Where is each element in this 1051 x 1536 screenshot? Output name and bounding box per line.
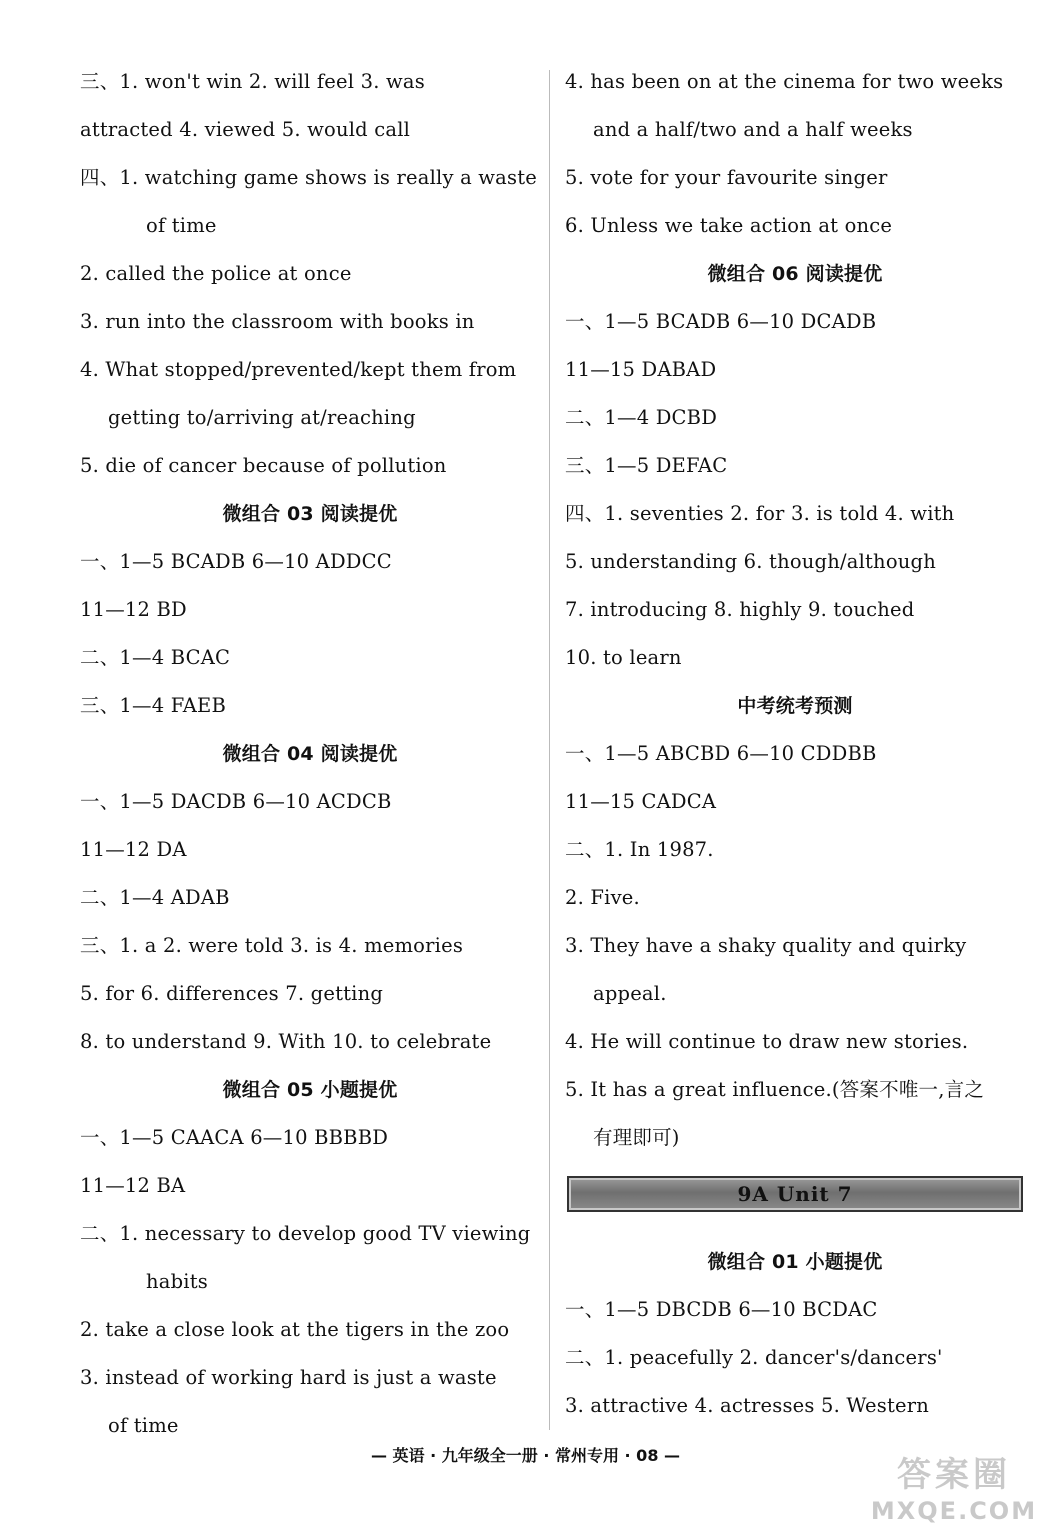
answer-line: 二、1. peacefully 2. dancer's/dancers' xyxy=(565,1346,943,1369)
section-heading: 微组合 05 小题提优 xyxy=(222,1079,398,1101)
answer-line: 3. run into the classroom with books in xyxy=(80,310,475,333)
answer-line: 3. attractive 4. actresses 5. Western xyxy=(565,1394,930,1417)
page-footer: — 英语 · 九年级全一册 · 常州专用 · 08 — xyxy=(370,1446,681,1465)
answer-line: 5. vote for your favourite singer xyxy=(565,166,888,189)
answer-line: 一、1—5 DBCDB 6—10 BCDAC xyxy=(565,1298,878,1321)
answer-line: 有理即可) xyxy=(593,1126,680,1149)
section-heading: 微组合 06 阅读提优 xyxy=(707,263,883,285)
answer-line: 三、1. a 2. were told 3. is 4. memories xyxy=(80,934,464,957)
unit-header-bar xyxy=(565,1176,1025,1212)
answer-line: 8. to understand 9. With 10. to celebrate xyxy=(80,1030,492,1053)
section-heading: 微组合 01 小题提优 xyxy=(707,1251,883,1273)
answer-line: 11—12 BA xyxy=(80,1174,186,1197)
answer-line: 二、1—4 BCAC xyxy=(80,646,231,669)
answer-line: 5. It has a great influence.(答案不唯一,言之 xyxy=(565,1078,985,1101)
answer-line: 三、1—4 FAEB xyxy=(80,694,226,717)
answer-line: 5. die of cancer because of pollution xyxy=(80,454,447,477)
answer-line: 11—12 BD xyxy=(80,598,187,621)
answer-line: 三、1—5 DEFAC xyxy=(565,454,728,477)
answer-line: and a half/two and a half weeks xyxy=(593,118,913,141)
answer-line: 11—12 DA xyxy=(80,838,187,861)
answer-line: 11—15 CADCA xyxy=(565,790,717,813)
watermark-logo xyxy=(869,1454,1039,1530)
answer-line: 2. called the police at once xyxy=(80,262,352,285)
answer-line: 5. understanding 6. though/although xyxy=(565,550,936,573)
section-heading: 微组合 04 阅读提优 xyxy=(222,743,398,765)
section-heading: 中考统考预测 xyxy=(737,695,853,717)
answer-line: 7. introducing 8. highly 9. touched xyxy=(565,598,915,621)
answer-line: 4. What stopped/prevented/kept them from xyxy=(80,358,517,381)
answer-line: 三、1. won't win 2. will feel 3. was xyxy=(80,70,425,93)
section-heading: 微组合 03 阅读提优 xyxy=(222,503,398,525)
left-column xyxy=(80,58,540,1450)
answer-line: 3. instead of working hard is just a waste xyxy=(80,1366,497,1389)
column-divider xyxy=(549,70,550,1430)
answer-line: 6. Unless we take action at once xyxy=(565,214,893,237)
answer-line: 二、1. In 1987. xyxy=(565,838,714,861)
answer-line: 4. He will continue to draw new stories. xyxy=(565,1030,969,1053)
answer-line: 11—15 DABAD xyxy=(565,358,717,381)
answer-line: 一、1—5 BCADB 6—10 ADDCC xyxy=(80,550,392,573)
answer-line: 二、1—4 ADAB xyxy=(80,886,230,909)
answer-line: 一、1—5 DACDB 6—10 ACDCB xyxy=(80,790,392,813)
watermark-url: MXQE.COM xyxy=(870,1497,1038,1525)
answer-line: of time xyxy=(108,1414,179,1437)
answer-line: 一、1—5 BCADB 6—10 DCADB xyxy=(565,310,877,333)
answer-line: appeal. xyxy=(593,982,667,1005)
answer-line: 四、1. seventies 2. for 3. is told 4. with xyxy=(565,502,955,525)
answer-line: 四、1. watching game shows is really a waste xyxy=(80,166,537,189)
answer-line: 一、1—5 CAACA 6—10 BBBBD xyxy=(80,1126,389,1149)
answer-line: 二、1. necessary to develop good TV viewing xyxy=(80,1222,531,1245)
answer-line: 2. Five. xyxy=(565,886,640,909)
answer-line: of time xyxy=(146,214,217,237)
answer-line: attracted 4. viewed 5. would call xyxy=(80,118,411,141)
answer-line: 10. to learn xyxy=(565,646,682,669)
unit-title: 9A Unit 7 xyxy=(567,1176,1023,1212)
answer-line: 5. for 6. differences 7. getting xyxy=(80,982,384,1005)
watermark-text: 答案圈 xyxy=(897,1455,1011,1495)
answer-line: 2. take a close look at the tigers in the zoo xyxy=(80,1318,510,1341)
answer-line: 3. They have a shaky quality and quirky xyxy=(565,934,967,957)
right-column xyxy=(565,58,1025,1430)
answer-line: habits xyxy=(146,1270,208,1293)
answer-line: 二、1—4 DCBD xyxy=(565,406,718,429)
answer-line: 一、1—5 ABCBD 6—10 CDDBB xyxy=(565,742,877,765)
answer-line: 4. has been on at the cinema for two weeks xyxy=(565,70,1004,93)
answer-line: getting to/arriving at/reaching xyxy=(108,406,416,429)
